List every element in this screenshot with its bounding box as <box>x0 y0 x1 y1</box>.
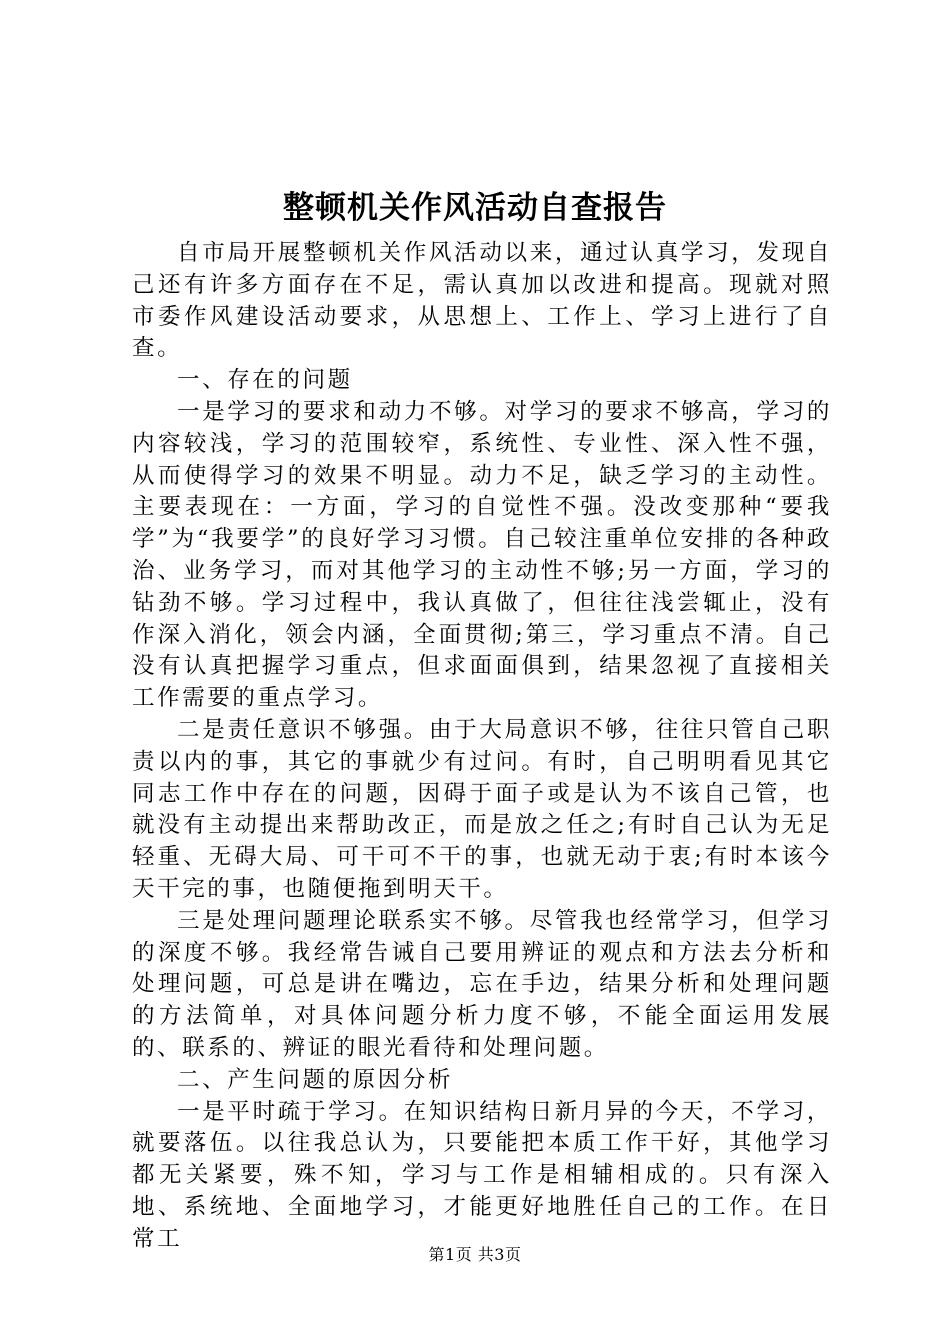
document-title: 整顿机关作风活动自查报告 <box>283 190 667 226</box>
page-footer: 第1页 共3页 <box>428 1245 522 1264</box>
section-heading-causes: 二、产生问题的原因分析 <box>177 1066 454 1093</box>
section-heading-problems: 一、存在的问题 <box>177 367 353 394</box>
document-body <box>132 238 832 1256</box>
paragraph-problem-2: 二是责任意识不够强。由于大局意识不够，往往只管自己职责以内的事，其它的事就少有过问。有时，自己明明看见其它同志工作中存在的问题，因碍于面子或是认为不该自己管，也就没有主动提出来帮助改正，而是放之任之;有时自己认为无足轻重、无碍大局、可干可不干的事，也就无动于衷;有时本该今天干完的事，也随便拖到明天干。 <box>132 716 832 902</box>
paragraph-problem-1: 一是学习的要求和动力不够。对学习的要求不够高，学习的内容较浅，学习的范围较窄，系统性、专业性、深入性不强，从而使得学习的效果不明显。动力不足，缺乏学习的主动性。主要表现在：一方面，学习的自觉性不强。没改变那种“要我学”为“我要学”的良好学习习惯。自己较注重单位安排的各种政治、业务学习，而对其他学习的主动性不够;另一方面，学习的钻劲不够。学习过程中，我认真做了，但往往浅尝辄止，没有作深入消化，领会内涵，全面贯彻;第三，学习重点不清。自己没有认真把握学习重点，但求面面俱到，结果忽视了直接相关工作需要的重点学习。 <box>132 398 832 712</box>
paragraph-intro: 自市局开展整顿机关作风活动以来，通过认真学习，发现自己还有许多方面存在不足，需认真加以改进和提高。现就对照市委作风建设活动要求，从思想上、工作上、学习上进行了自查。 <box>132 240 832 362</box>
paragraph-cause-1: 一是平时疏于学习。在知识结构日新月异的今天，不学习，就要落伍。以往我总认为，只要能把本质工作干好，其他学习都无关紧要，殊不知，学习与工作是相辅相成的。只有深入地、系统地、全面地学习，才能更好地胜任自己的工作。在日常工 <box>132 1098 832 1252</box>
paragraph-problem-3: 三是处理问题理论联系实不够。尽管我也经常学习，但学习的深度不够。我经常告诫自己要用辨证的观点和方法去分析和处理问题，可总是讲在嘴边，忘在手边，结果分析和处理问题的方法简单，对具体问题分析力度不够，不能全面运用发展的、联系的、辨证的眼光看待和处理问题。 <box>132 907 832 1061</box>
